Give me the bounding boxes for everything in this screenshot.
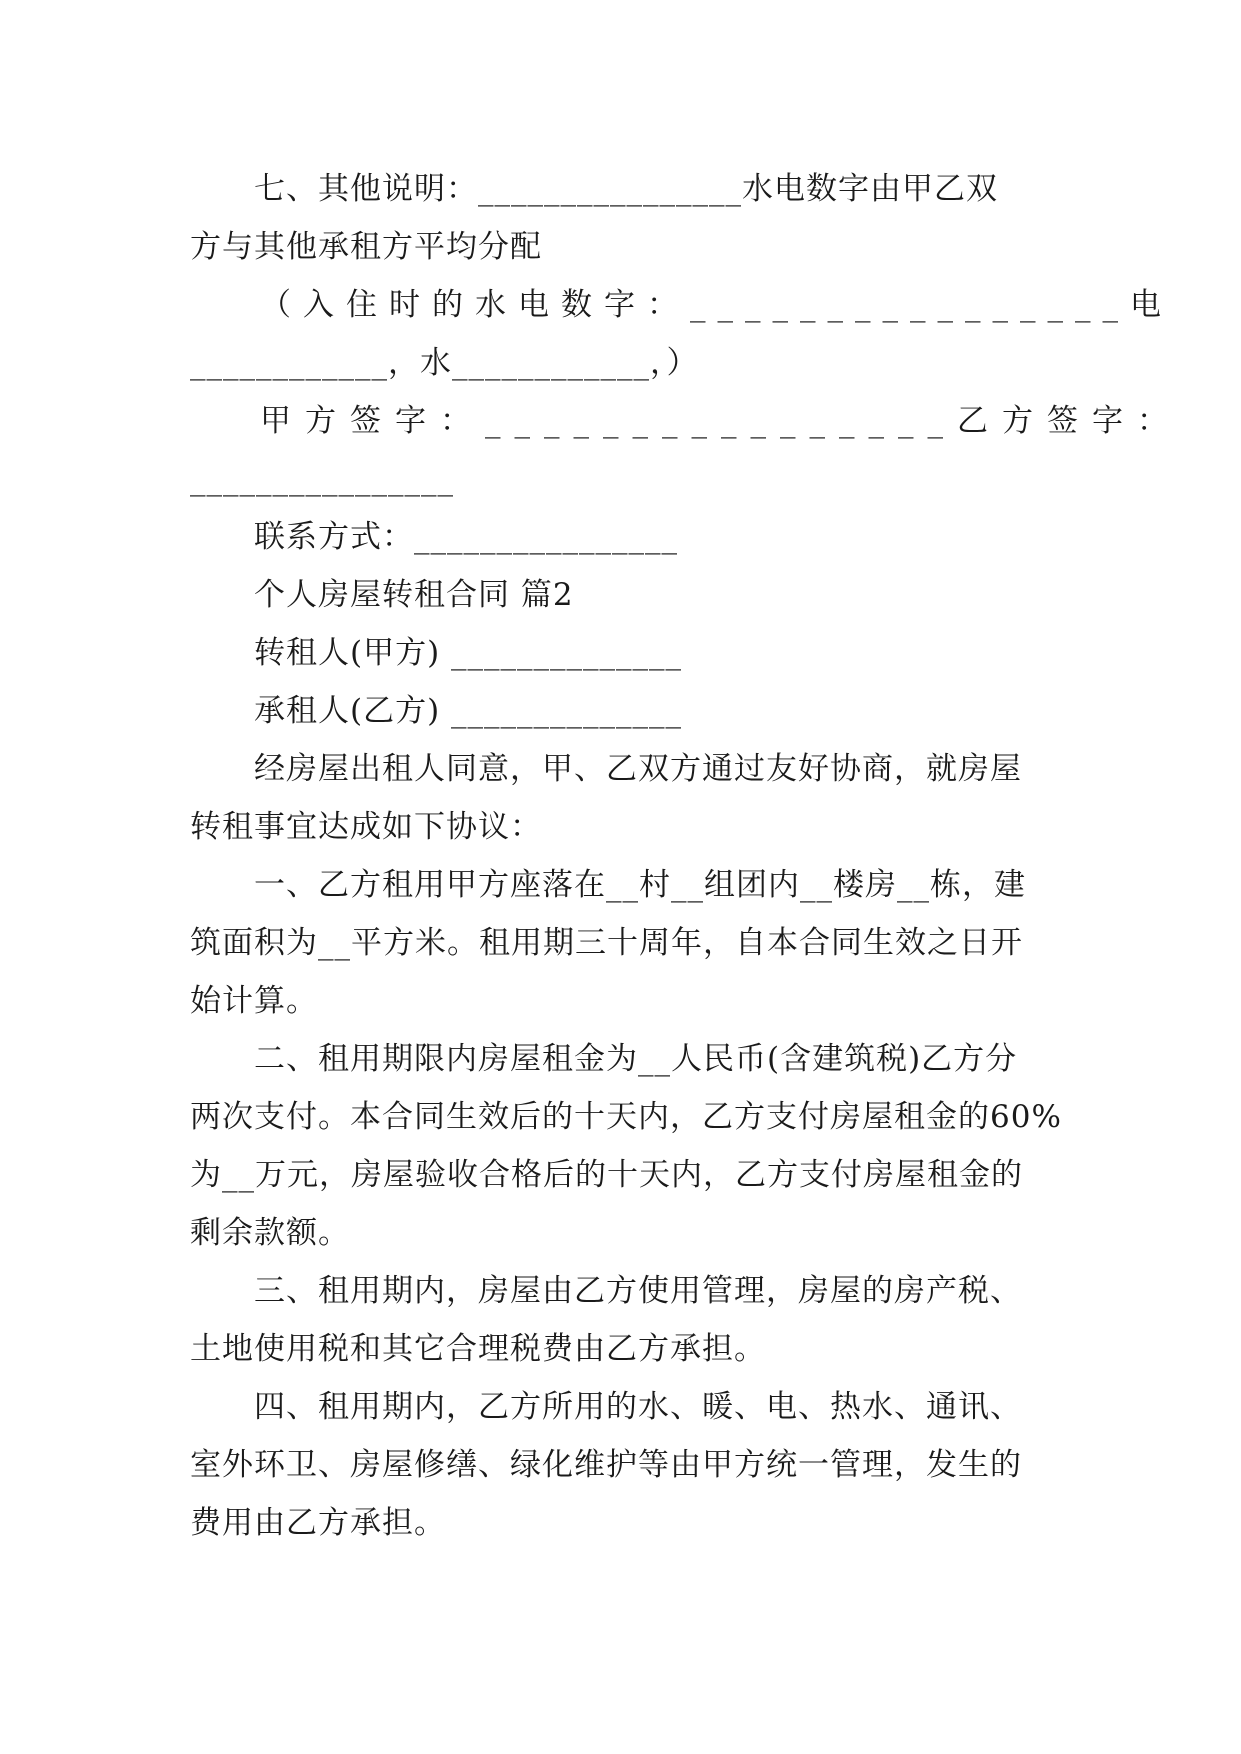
document-body [190,160,1182,1552]
clause-3-line-2: 土地使用税和其它合理税费由乙方承担。 [190,1331,766,1367]
meter-reading-values: ____________，水____________，） [190,345,699,381]
clause-1-line-3: 始计算。 [190,983,318,1019]
clause-1-line-1: 一、乙方租用甲方座落在__村__组团内__楼房__栋，建 [254,867,1026,903]
clause-4-line-2: 室外环卫、房屋修缮、绿化维护等由甲方统一管理，发生的 [190,1447,1022,1483]
section-heading: 个人房屋转租合同 篇2 [254,577,574,613]
preamble-line-1: 经房屋出租人同意，甲、乙双方通过友好协商，就房屋 [254,751,1022,787]
meter-reading-line [190,276,1162,334]
lessee-line: 承租人(乙方) ______________ [254,693,683,729]
clause-3-line-1: 三、租用期内，房屋由乙方使用管理，房屋的房产税、 [254,1273,1022,1309]
electricity-label: 电 [1130,287,1162,323]
clause-2-line-4: 剩余款额。 [190,1215,350,1251]
contact-line: 联系方式：________________ [254,519,678,555]
clause-4-line-1: 四、租用期内，乙方所用的水、暖、电、热水、通讯、 [254,1389,1022,1425]
clause-2-line-2: 两次支付。本合同生效后的十天内，乙方支付房屋租金的60% [190,1099,1062,1135]
clause-7-line-1: 七、其他说明：________________水电数字由甲乙双 [254,171,998,207]
clause-1-line-2: 筑面积为__平方米。租用期三十周年，自本合同生效之日开 [190,925,1023,961]
signature-line [190,392,1182,450]
preamble-line-2: 转租事宜达成如下协议： [190,809,542,845]
party-b-signature-label: 乙方签字： [957,403,1182,439]
clause-2-line-3: 为__万元，房屋验收合格后的十天内，乙方支付房屋租金的 [190,1157,1023,1193]
sublessor-line: 转租人(甲方) ______________ [254,635,683,671]
party-b-signature-blank: ________________ [190,461,454,497]
clause-7-line-2: 方与其他承租方平均分配 [190,229,542,265]
meter-reading-label: （入住时的水电数字：________________ [260,287,1130,323]
clause-2-line-1: 二、租用期限内房屋租金为__人民币(含建筑税)乙方分 [254,1041,1018,1077]
clause-4-line-3: 费用由乙方承担。 [190,1505,446,1541]
party-a-signature: 甲方签字：________________ [260,403,957,439]
